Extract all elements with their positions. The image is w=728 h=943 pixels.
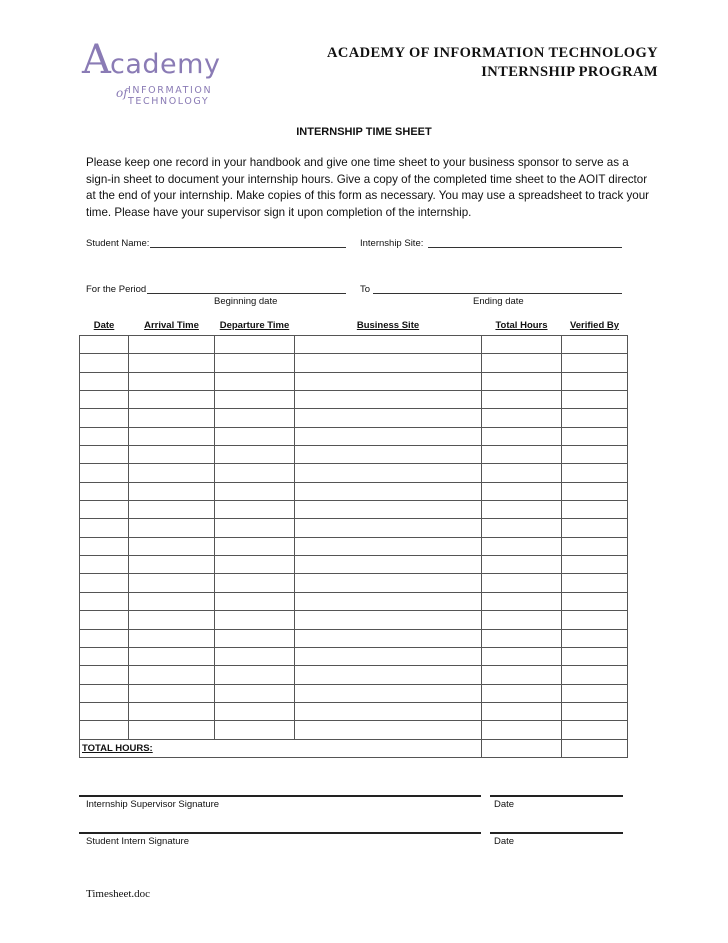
total-hours-cell[interactable] — [482, 427, 562, 445]
arrival-time-cell[interactable] — [129, 336, 215, 354]
table-row — [80, 574, 628, 592]
intern-date-line[interactable] — [490, 832, 623, 834]
total-hours-cell[interactable] — [482, 702, 562, 720]
time-log-body — [80, 336, 628, 758]
date-cell[interactable] — [80, 592, 129, 610]
verified-by-cell[interactable] — [562, 537, 628, 555]
supervisor-date-line[interactable] — [490, 795, 623, 797]
to-label: To — [360, 284, 371, 295]
arrival-time-cell[interactable] — [129, 482, 215, 500]
date-cell[interactable] — [80, 537, 129, 555]
date-cell[interactable] — [80, 629, 129, 647]
total-hours-cell[interactable] — [482, 721, 562, 739]
departure-time-cell[interactable] — [215, 427, 295, 445]
verified-by-cell[interactable] — [562, 336, 628, 354]
business-site-cell[interactable] — [295, 647, 482, 665]
arrival-time-cell[interactable] — [129, 354, 215, 372]
total-hours-cell[interactable] — [482, 409, 562, 427]
date-cell[interactable] — [80, 446, 129, 464]
departure-time-cell[interactable] — [215, 354, 295, 372]
date-cell[interactable] — [80, 464, 129, 482]
total-hours-cell[interactable] — [482, 372, 562, 390]
total-hours-cell[interactable] — [482, 739, 562, 757]
total-hours-cell[interactable] — [482, 391, 562, 409]
departure-time-cell[interactable] — [215, 482, 295, 500]
table-row — [80, 556, 628, 574]
column-header-arrival-time: Arrival Time — [129, 316, 215, 336]
departure-time-cell[interactable] — [215, 666, 295, 684]
total-hours-cell[interactable] — [482, 611, 562, 629]
verified-by-cell[interactable] — [562, 391, 628, 409]
date-cell[interactable] — [80, 409, 129, 427]
footer-filename: Timesheet.doc — [86, 888, 151, 900]
departure-time-cell[interactable] — [215, 519, 295, 537]
departure-time-cell[interactable] — [215, 629, 295, 647]
instructions-paragraph: Please keep one record in your handbook and give one time sheet to your business sponsor to serve as a sign-in sheet to document your internship hours. Give a copy of the completed time sheet to the AOIT director at the end of your internship. Make copies of this form as necessary. You may use a spreadsheet to track your time. Please have your supervisor sign it upon completion of the internship. — [86, 156, 650, 219]
business-site-cell[interactable] — [295, 427, 482, 445]
total-hours-cell[interactable] — [482, 537, 562, 555]
time-log-table — [79, 315, 628, 758]
period-label: For the Period — [86, 284, 147, 295]
date-cell[interactable] — [80, 574, 129, 592]
business-site-cell[interactable] — [295, 684, 482, 702]
departure-time-cell[interactable] — [215, 537, 295, 555]
date-cell[interactable] — [80, 666, 129, 684]
table-row — [80, 647, 628, 665]
total-verified-cell[interactable] — [562, 739, 628, 757]
verified-by-cell[interactable] — [562, 446, 628, 464]
date-cell[interactable] — [80, 556, 129, 574]
departure-time-cell[interactable] — [215, 592, 295, 610]
business-site-cell[interactable] — [295, 702, 482, 720]
student-name-line[interactable] — [150, 247, 346, 248]
verified-by-cell[interactable] — [562, 556, 628, 574]
verified-by-cell[interactable] — [562, 611, 628, 629]
arrival-time-cell[interactable] — [129, 391, 215, 409]
arrival-time-cell[interactable] — [129, 427, 215, 445]
table-row — [80, 372, 628, 390]
column-header-business-site: Business Site — [295, 316, 482, 336]
date-cell[interactable] — [80, 336, 129, 354]
logo-word: cademy — [110, 49, 221, 80]
arrival-time-cell[interactable] — [129, 684, 215, 702]
arrival-time-cell[interactable] — [129, 409, 215, 427]
total-hours-cell[interactable] — [482, 684, 562, 702]
table-row — [80, 391, 628, 409]
date-cell[interactable] — [80, 702, 129, 720]
business-site-cell[interactable] — [295, 721, 482, 739]
verified-by-cell[interactable] — [562, 629, 628, 647]
total-hours-cell[interactable] — [482, 556, 562, 574]
arrival-time-cell[interactable] — [129, 556, 215, 574]
table-row — [80, 721, 628, 739]
verified-by-cell[interactable] — [562, 721, 628, 739]
org-line1: ACADEMY OF INFORMATION TECHNOLOGY — [327, 45, 658, 61]
verified-by-cell[interactable] — [562, 647, 628, 665]
date-cell[interactable] — [80, 684, 129, 702]
table-row — [80, 666, 628, 684]
verified-by-cell[interactable] — [562, 702, 628, 720]
logo-line1: INFORMATION — [128, 85, 213, 96]
arrival-time-cell[interactable] — [129, 592, 215, 610]
total-hours-cell[interactable] — [482, 592, 562, 610]
departure-time-cell[interactable] — [215, 684, 295, 702]
intern-signature-line[interactable] — [79, 832, 481, 834]
departure-time-cell[interactable] — [215, 647, 295, 665]
business-site-cell[interactable] — [295, 574, 482, 592]
business-site-cell[interactable] — [295, 482, 482, 500]
arrival-time-cell[interactable] — [129, 702, 215, 720]
date-cell[interactable] — [80, 391, 129, 409]
business-site-cell[interactable] — [295, 446, 482, 464]
supervisor-signature-line[interactable] — [79, 795, 481, 797]
departure-time-cell[interactable] — [215, 611, 295, 629]
table-row — [80, 702, 628, 720]
departure-time-cell[interactable] — [215, 409, 295, 427]
total-hours-cell[interactable] — [482, 464, 562, 482]
departure-time-cell[interactable] — [215, 391, 295, 409]
verified-by-cell[interactable] — [562, 409, 628, 427]
organization-header — [327, 44, 658, 82]
arrival-time-cell[interactable] — [129, 519, 215, 537]
academy-logo — [82, 37, 222, 107]
verified-by-cell[interactable] — [562, 574, 628, 592]
business-site-cell[interactable] — [295, 391, 482, 409]
intern-date-label: Date — [494, 836, 515, 847]
total-hours-cell[interactable] — [482, 519, 562, 537]
arrival-time-cell[interactable] — [129, 666, 215, 684]
departure-time-cell[interactable] — [215, 721, 295, 739]
verified-by-cell[interactable] — [562, 501, 628, 519]
table-row — [80, 537, 628, 555]
table-header-row — [80, 316, 628, 336]
total-row — [80, 739, 628, 757]
verified-by-cell[interactable] — [562, 354, 628, 372]
business-site-cell[interactable] — [295, 629, 482, 647]
business-site-cell[interactable] — [295, 336, 482, 354]
total-hours-cell[interactable] — [482, 336, 562, 354]
date-cell[interactable] — [80, 647, 129, 665]
date-cell[interactable] — [80, 501, 129, 519]
date-cell[interactable] — [80, 427, 129, 445]
total-hours-cell[interactable] — [482, 647, 562, 665]
table-row — [80, 464, 628, 482]
total-hours-cell[interactable] — [482, 574, 562, 592]
arrival-time-cell[interactable] — [129, 611, 215, 629]
arrival-time-cell[interactable] — [129, 464, 215, 482]
verified-by-cell[interactable] — [562, 666, 628, 684]
student-name-label: Student Name: — [86, 238, 150, 249]
org-line2: INTERNSHIP PROGRAM — [481, 64, 658, 80]
date-cell[interactable] — [80, 519, 129, 537]
date-cell[interactable] — [80, 372, 129, 390]
date-cell[interactable] — [80, 354, 129, 372]
arrival-time-cell[interactable] — [129, 574, 215, 592]
table-row — [80, 684, 628, 702]
total-hours-cell[interactable] — [482, 629, 562, 647]
total-hours-cell[interactable] — [482, 354, 562, 372]
departure-time-cell[interactable] — [215, 372, 295, 390]
total-hours-label: TOTAL HOURS: — [80, 739, 482, 757]
departure-time-cell[interactable] — [215, 446, 295, 464]
business-site-cell[interactable] — [295, 537, 482, 555]
departure-time-cell[interactable] — [215, 702, 295, 720]
date-cell[interactable] — [80, 482, 129, 500]
verified-by-cell[interactable] — [562, 427, 628, 445]
table-row — [80, 427, 628, 445]
departure-time-cell[interactable] — [215, 574, 295, 592]
table-row — [80, 354, 628, 372]
verified-by-cell[interactable] — [562, 684, 628, 702]
business-site-cell[interactable] — [295, 666, 482, 684]
verified-by-cell[interactable] — [562, 464, 628, 482]
column-header-date: Date — [80, 316, 129, 336]
beginning-date-caption: Beginning date — [214, 296, 278, 307]
date-cell[interactable] — [80, 721, 129, 739]
departure-time-cell[interactable] — [215, 556, 295, 574]
departure-time-cell[interactable] — [215, 464, 295, 482]
arrival-time-cell[interactable] — [129, 537, 215, 555]
business-site-cell[interactable] — [295, 519, 482, 537]
arrival-time-cell[interactable] — [129, 446, 215, 464]
business-site-cell[interactable] — [295, 501, 482, 519]
total-hours-cell[interactable] — [482, 666, 562, 684]
verified-by-cell[interactable] — [562, 519, 628, 537]
table-row — [80, 519, 628, 537]
table-row — [80, 409, 628, 427]
column-header-total-hours: Total Hours — [482, 316, 562, 336]
total-hours-cell[interactable] — [482, 501, 562, 519]
date-cell[interactable] — [80, 611, 129, 629]
logo-of: of — [116, 86, 128, 100]
arrival-time-cell[interactable] — [129, 372, 215, 390]
arrival-time-cell[interactable] — [129, 647, 215, 665]
arrival-time-cell[interactable] — [129, 721, 215, 739]
intern-signature-label: Student Intern Signature — [86, 836, 189, 847]
business-site-cell[interactable] — [295, 556, 482, 574]
column-header-verified-by: Verified By — [562, 316, 628, 336]
departure-time-cell[interactable] — [215, 501, 295, 519]
table-row — [80, 336, 628, 354]
internship-site-line[interactable] — [428, 247, 622, 248]
total-hours-cell[interactable] — [482, 482, 562, 500]
document-title: INTERNSHIP TIME SHEET — [296, 126, 432, 138]
beginning-date-line[interactable] — [147, 293, 346, 294]
logo-initial: A — [82, 37, 111, 83]
internship-site-label: Internship Site: — [360, 238, 424, 249]
business-site-cell[interactable] — [295, 354, 482, 372]
table-row — [80, 501, 628, 519]
total-hours-cell[interactable] — [482, 446, 562, 464]
table-row — [80, 629, 628, 647]
business-site-cell[interactable] — [295, 611, 482, 629]
verified-by-cell[interactable] — [562, 592, 628, 610]
table-row — [80, 592, 628, 610]
table-row — [80, 611, 628, 629]
departure-time-cell[interactable] — [215, 336, 295, 354]
supervisor-signature-label: Internship Supervisor Signature — [86, 799, 220, 810]
supervisor-date-label: Date — [494, 799, 515, 810]
table-row — [80, 446, 628, 464]
arrival-time-cell[interactable] — [129, 629, 215, 647]
business-site-cell[interactable] — [295, 409, 482, 427]
business-site-cell[interactable] — [295, 464, 482, 482]
table-row — [80, 482, 628, 500]
ending-date-line[interactable] — [373, 293, 622, 294]
verified-by-cell[interactable] — [562, 482, 628, 500]
business-site-cell[interactable] — [295, 372, 482, 390]
ending-date-caption: Ending date — [473, 296, 524, 307]
logo-line2: TECHNOLOGY — [128, 96, 210, 107]
verified-by-cell[interactable] — [562, 372, 628, 390]
business-site-cell[interactable] — [295, 592, 482, 610]
column-header-departure-time: Departure Time — [215, 316, 295, 336]
arrival-time-cell[interactable] — [129, 501, 215, 519]
